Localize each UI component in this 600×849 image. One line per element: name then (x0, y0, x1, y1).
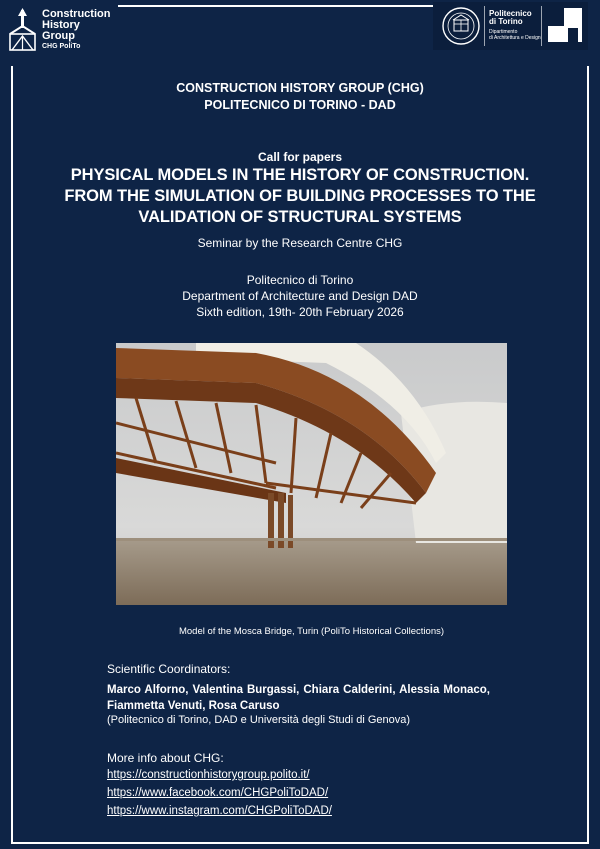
chg-logo-line: Construction (42, 8, 111, 20)
chg-logo-text (42, 9, 110, 52)
coordinators-names: Marco Alforno, Valentina Burgassi, Chiara Calderini, Alessia Monaco, Fiammetta Venuti, Rosa Caruso (107, 684, 490, 712)
venue-line3: Sixth edition, 19th- 20th February 2026 (196, 305, 404, 319)
seminar-subtitle: Seminar by the Research Centre CHG (197, 236, 403, 250)
chg-logo-sub: CHG PoliTo (42, 43, 81, 50)
seminar-title (30, 165, 570, 228)
title-line1: PHYSICAL MODELS IN THE HISTORY OF CONSTRUCTION. (70, 166, 530, 184)
polito-seal-icon (441, 6, 481, 46)
bridge-model-photo (116, 343, 507, 605)
venue-info (30, 272, 570, 320)
polito-dept-line2: di Architettura e Design (489, 35, 541, 41)
top-rule (118, 5, 438, 7)
coordinators-affiliation: (Politecnico di Torino, DAD e Università degli Studi di Genova) (107, 714, 411, 726)
call-for-papers-label: Call for papers (257, 150, 343, 164)
title-line3: VALIDATION OF STRUCTURAL SYSTEMS (138, 208, 462, 226)
link-instagram[interactable]: https://www.instagram.com/CHGPoliToDAD/ (107, 805, 332, 817)
frame-left-border (11, 66, 13, 842)
link-facebook[interactable]: https://www.facebook.com/CHGPoliToDAD/ (107, 787, 329, 799)
coordinators-label: Scientific Coordinators: (107, 662, 231, 676)
dad-logo-icon (546, 6, 584, 44)
organizer-line2: POLITECNICO DI TORINO - DAD (204, 98, 396, 112)
chg-logo-icon (6, 8, 40, 54)
polito-name-line2: di Torino (489, 17, 523, 26)
chg-logo-line: History (42, 19, 80, 31)
polito-dept-line1: Dipartimento (489, 29, 518, 35)
more-info-label: More info about CHG: (107, 751, 224, 765)
title-line2: FROM THE SIMULATION OF BUILDING PROCESSES TO THE (64, 187, 536, 205)
chg-logo-line: Group (42, 30, 75, 42)
polito-divider (484, 6, 485, 46)
polito-divider (541, 6, 542, 46)
organizer-line1: CONSTRUCTION HISTORY GROUP (CHG) (176, 81, 424, 95)
polito-dept (489, 29, 541, 41)
image-caption: Model of the Mosca Bridge, Turin (PoliTo Historical Collections) (178, 626, 445, 637)
polito-name-line1: Politecnico (489, 9, 532, 18)
venue-line2: Department of Architecture and Design DAD (182, 289, 418, 303)
link-website[interactable]: https://constructionhistorygroup.polito.it/ (107, 769, 310, 781)
polito-wordmark (489, 10, 541, 41)
venue-line1: Politecnico di Torino (246, 273, 354, 287)
organizer-heading (30, 80, 570, 114)
more-info-links (107, 766, 332, 820)
frame-right-border (587, 66, 589, 842)
frame-bottom-border (11, 842, 589, 844)
